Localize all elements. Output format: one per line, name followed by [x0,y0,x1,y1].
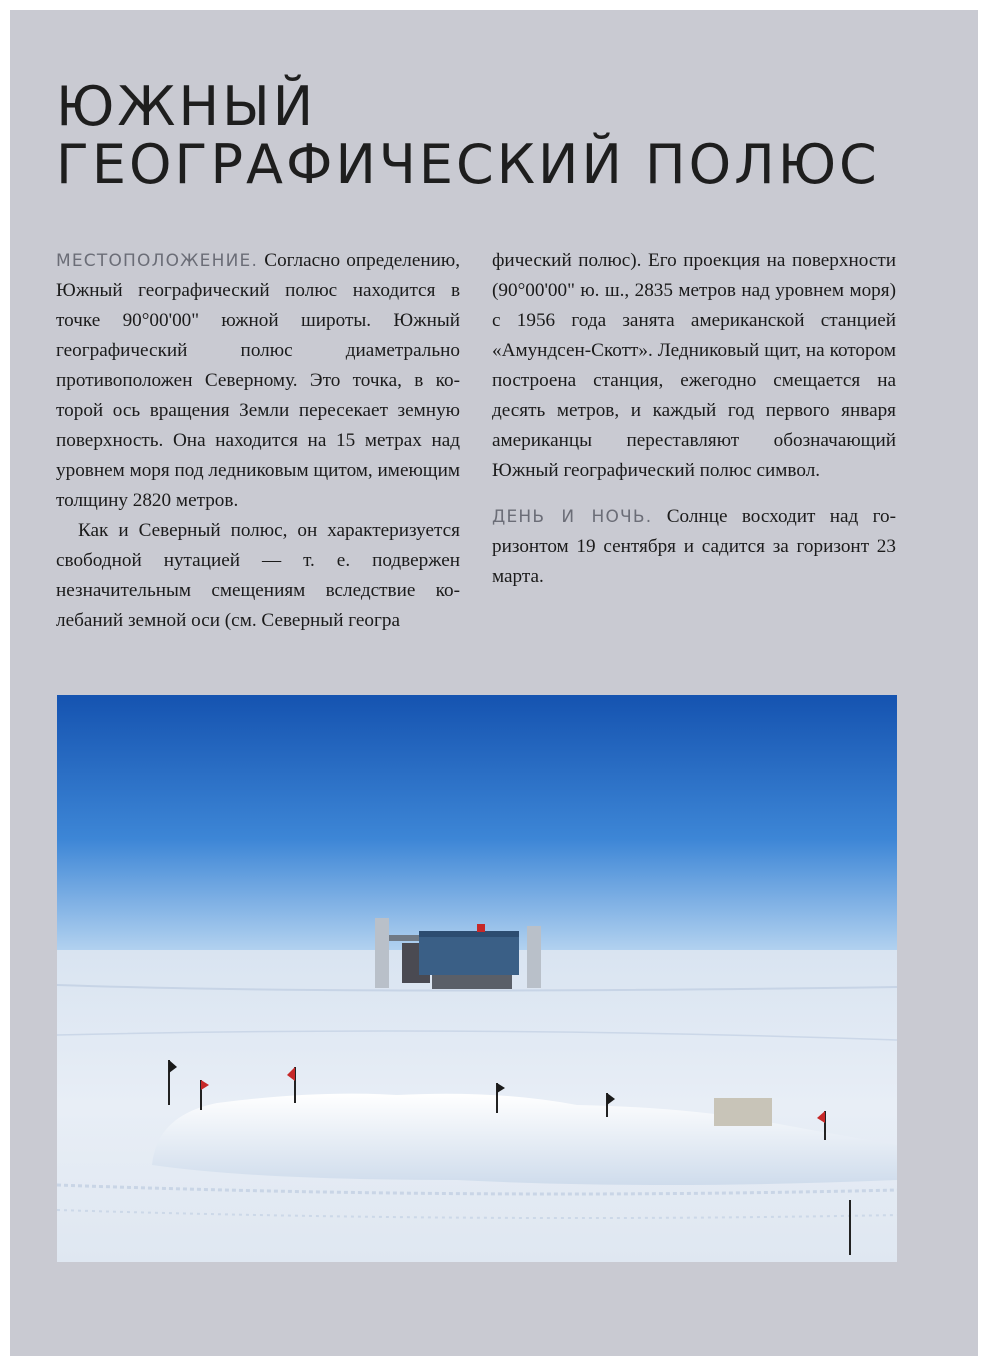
daynight-paragraph [492,502,896,592]
page-title-line-1: ЮЖНЫЙ [56,75,317,138]
location-lead: МЕСТОПОЛОЖЕНИЕ. [56,251,259,271]
location-paragraph-2: Как и Северный полюс, он характеризуется свободной нутацией — т. е. подвержен незначительным смещениям вследствие колебаний земной оси (см. Северный геогра [56,520,460,631]
page [10,10,978,1356]
text-column-right [492,246,896,592]
page-title-line-2: ГЕОГРАФИЧЕСКИЙ ПОЛЮС [56,133,880,196]
daynight-text: Солнце восходит над горизонтом 19 сентября и садится за горизонт 23 марта. [492,506,897,587]
text-column-left [56,246,460,636]
page-title [56,75,880,196]
south-pole-station-photo [57,695,897,1262]
sky [57,695,897,957]
location-paragraph-2-continued: фический полюс). Его проекция на поверхности (90°00'00" ю. ш., 2835 метров над уровнем моря) с 1956 года занята американской станцией «Амундсен-Скотт». Ледниковый щит, на котором построена станция, ежегодно смещается на десять метров, и каждый год первого января американцы переставляют обозначающий Южный географический полюс символ. [492,250,896,481]
location-paragraph-1 [56,246,460,516]
daynight-lead: ДЕНЬ И НОЧЬ. [492,507,653,527]
location-text-1: Согласно определению, Южный географический полюс находится в точке 90°00'00" южной широты. Южный географический полюс диаметрально противоположен Северному. Это точка, в которой ось вращения Земли пересекает земную поверхность. Она находится на 15 метрах над уровнем моря под ледниковым щитом, имеющим толщину 2820 метров. [56,250,460,511]
